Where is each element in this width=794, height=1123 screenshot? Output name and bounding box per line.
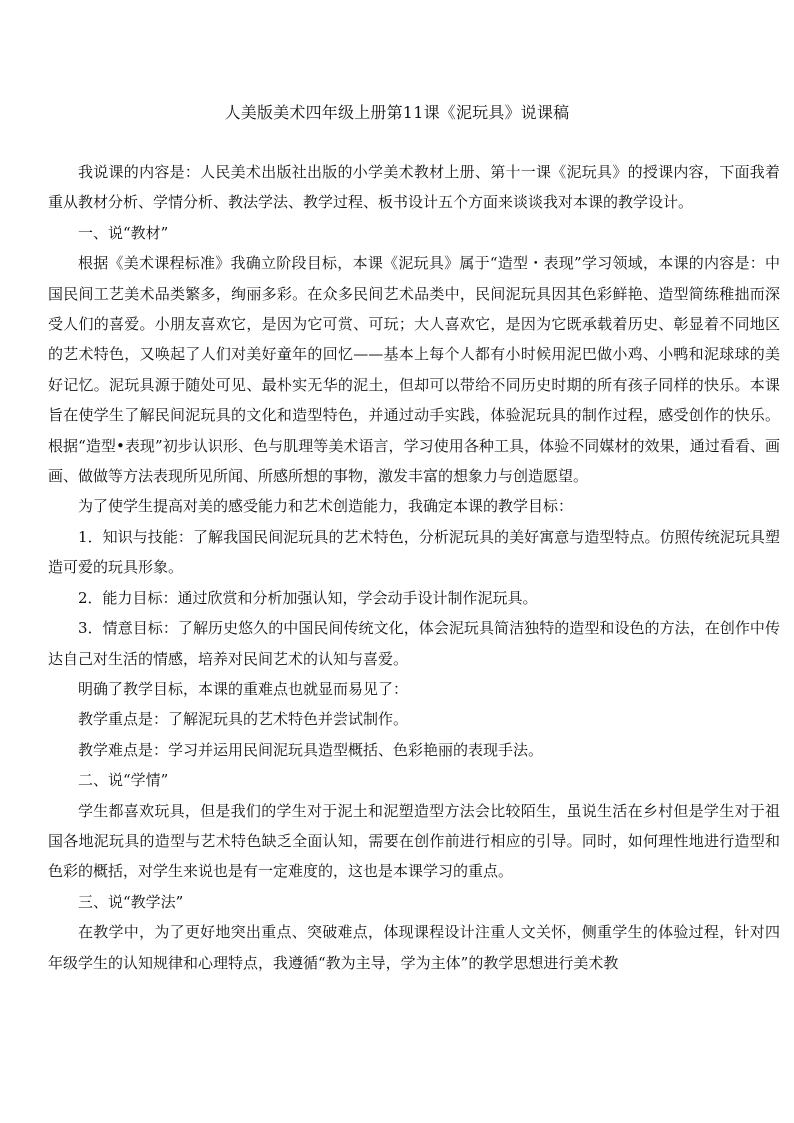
section-heading-learners: 二、说“学情”: [78, 771, 169, 790]
paragraph-goal-emotion: 3．情意目标：了解历史悠久的中国民间传统文化，体会泥玩具简洁独特的造型和设色的方法，在创作中传达自己对生活的情感，培养对民间艺术的认知与喜爱。: [48, 619, 780, 668]
paragraph-goal-knowledge: 1．知识与技能：了解我国民间泥玩具的艺术特色，分析泥玩具的美好寓意与造型特点。仿照传统泥玩具塑造可爱的玩具形象。: [48, 527, 780, 577]
paragraph-goal-ability: 2．能力目标：通过欣赏和分析加强认知，学会动手设计制作泥玩具。: [78, 588, 538, 607]
paragraph-method: 在教学中，为了更好地突出重点、突破难点，体现课程设计注重人文关怀，侧重学生的体验过程，针对四年级学生的认知规律和心理特点，我遵循“教为主导，学为主体”的教学思想进行美术教: [48, 923, 780, 972]
document-title: 人美版美术四年级上册第11课《泥玩具》说课稿: [224, 103, 570, 122]
paragraph-textbook: 根据《美术课程标准》我确立阶段目标，本课《泥玩具》属于“造型・表现”学习领域，本课的内容是：中国民间工艺美术品类繁多，绚丽多彩。在众多民间艺术品类中，民间泥玩具因其色彩鲜艳、造型简练稚拙而深受人们的喜爱。小朋友喜欢它，是因为它可赏、可玩；大人喜欢它，是因为它既承载着历史、彰显着不同地区的艺术特色，又唤起了人们对美好童年的回忆——基本上每个人都有小时候用泥巴做小鸡、小鸭和泥球球的美好记忆。泥玩具源于随处可见、最朴实无华的泥土，但却可以带给不同历史时期的所有孩子同样的快乐。本课旨在使学生了解民间泥玩具的文化和造型特色，并通过动手实践，体验泥玩具的制作过程，感受创作的快乐。根据“造型•表现”初步认识形、色与肌理等美术语言，学习使用各种工具，体验不同媒材的效果，通过看看、画画、做做等方法表现所见所闻、所感所想的事物，激发丰富的想象力与创造愿望。: [48, 254, 780, 486]
paragraph-intro: 我说课的内容是：人民美术出版社出版的小学美术教材上册、第十一课《泥玩具》的授课内容，下面我着重从教材分析、学情分析、教法学法、教学过程、板书设计五个方面来谈谈我对本课的教学设计。: [48, 163, 780, 212]
paragraph-learners: 学生都喜欢玩具，但是我们的学生对于泥土和泥塑造型方法会比较陌生，虽说生活在乡村但是学生对于祖国各地泥玩具的造型与艺术特色缺乏全面认知，需要在创作前进行相应的引导。同时，如何理性地进行造型和色彩的概括，对学生来说也是有一定难度的，这也是本课学习的重点。: [48, 801, 780, 881]
paragraph-difficult-point: 教学难点是：学习并运用民间泥玩具造型概括、色彩艳丽的表现手法。: [78, 740, 544, 759]
document-body: [48, 157, 780, 978]
paragraph-key-point: 教学重点是：了解泥玩具的艺术特色并尝试制作。: [78, 710, 409, 729]
paragraph-goals-intro: 为了使学生提高对美的感受能力和艺术创造能力，我确定本课的教学目标：: [78, 497, 574, 516]
section-heading-textbook: 一、说“教材”: [78, 223, 169, 242]
section-heading-method: 三、说“教学法”: [78, 892, 184, 911]
paragraph-key-points-intro: 明确了教学目标，本课的重难点也就显而易见了：: [78, 679, 409, 698]
